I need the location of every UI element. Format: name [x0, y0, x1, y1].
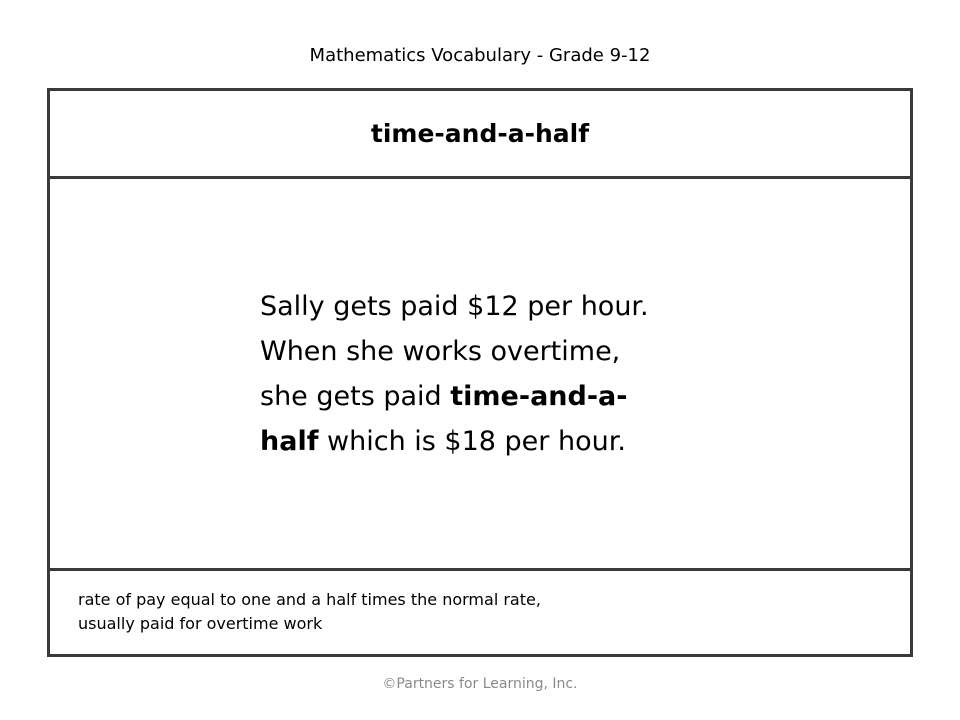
example-line-3 [260, 374, 690, 419]
example-line-1: Sally gets paid $12 per hour. [260, 291, 649, 322]
term-section [50, 91, 910, 179]
definition-line-2: usually paid for overtime work [78, 614, 323, 633]
vocabulary-card [47, 88, 913, 657]
example-line-2: When she works overtime, [260, 336, 621, 367]
definition-section [78, 588, 878, 636]
copyright-notice: ©Partners for Learning, Inc. [382, 676, 578, 692]
vocabulary-term: time-and-a-half [370, 119, 590, 148]
example-term-highlight-part-1: time-and-a- [450, 381, 628, 412]
example-line-4-text: which is $18 per hour. [318, 426, 626, 457]
example-term-highlight-part-2: half [260, 426, 319, 457]
definition-line-1: rate of pay equal to one and a half times the normal rate, [78, 590, 541, 609]
example-line-4 [260, 419, 690, 464]
example-sentence [260, 284, 690, 464]
example-section [50, 179, 910, 571]
example-line-3-text: she gets paid [260, 381, 451, 412]
page-title: Mathematics Vocabulary - Grade 9-12 [309, 45, 651, 66]
